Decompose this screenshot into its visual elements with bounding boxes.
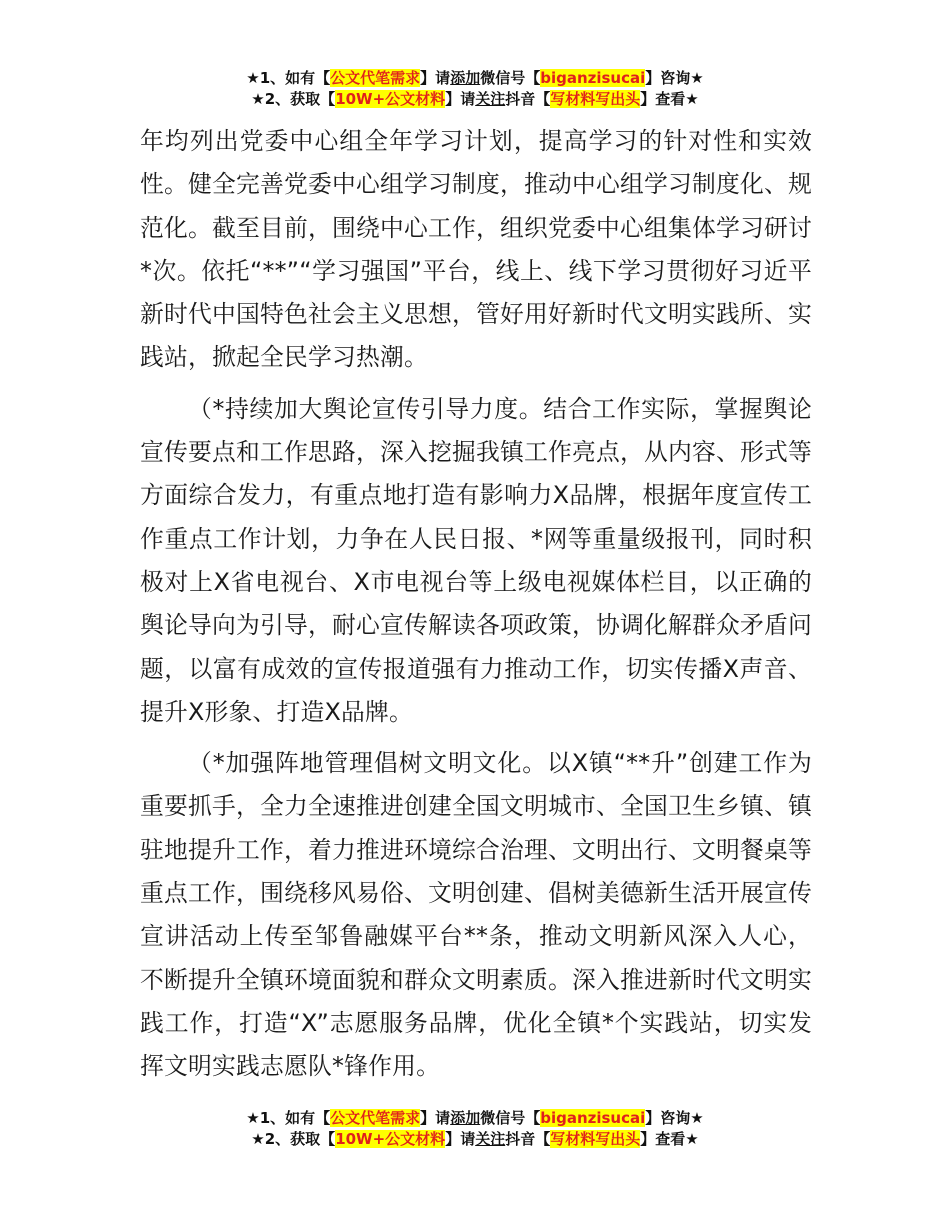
banner-line-2: ★2、获取【10W+公文材料】请关注抖音【写材料写出头】查看★: [251, 1130, 699, 1148]
banner-highlight: 10W+公文材料: [335, 90, 446, 108]
banner-highlight: 公文代笔需求: [330, 1109, 421, 1127]
banner-line-1: ★1、如有【公文代笔需求】请添加微信号【biganzisucai】咨询★: [246, 1109, 704, 1127]
banner-douyin-id: 写材料写出头: [550, 1130, 641, 1148]
footer-banner: [0, 1108, 950, 1150]
banner-wechat-id: biganzisucai: [540, 1109, 646, 1127]
banner-douyin-id: 写材料写出头: [550, 90, 641, 108]
banner-wechat-id: biganzisucai: [540, 69, 646, 87]
banner-highlight: 10W+公文材料: [335, 1130, 446, 1148]
paragraph-1: 年均列出党委中心组全年学习计划，提高学习的针对性和实效性。健全完善党委中心组学习制度，推动中心组学习制度化、规范化。截至目前，围绕中心工作，组织党委中心组集体学习研讨*次。依托“**”“学习强国”平台，线上、线下学习贯彻好习近平新时代中国特色社会主义思想，管好用好新时代文明实践所、实践站，掀起全民学习热潮。: [140, 127, 812, 372]
banner-highlight: 公文代笔需求: [330, 69, 421, 87]
paragraph-3: （*加强阵地管理倡树文明文化。以X镇“**升”创建工作为重要抓手，全力全速推进创建全国文明城市、全国卫生乡镇、镇驻地提升工作，着力推进环境综合治理、文明出行、文明餐桌等重点工作，围绕移风易俗、文明创建、倡树美德新生活开展宣传宣讲活动上传至邹鲁融媒平台**条，推动文明新风深入人心，不断提升全镇环境面貌和群众文明素质。深入推进新时代文明实践工作，打造“X”志愿服务品牌，优化全镇*个实践站，切实发挥文明实践志愿队*锋作用。: [140, 749, 812, 1081]
document-body: [140, 120, 812, 1089]
header-banner: [0, 68, 950, 110]
paragraph-2: （*持续加大舆论宣传引导力度。结合工作实际，掌握舆论宣传要点和工作思路，深入挖掘我镇工作亮点，从内容、形式等方面综合发力，有重点地打造有影响力X品牌，根据年度宣传工作重点工作计划，力争在人民日报、*网等重量级报刊，同时积极对上X省电视台、X市电视台等上级电视媒体栏目，以正确的舆论导向为引导，耐心宣传解读各项政策，协调化解群众矛盾问题，以富有成效的宣传报道强有力推动工作，切实传播X声音、提升X形象、打造X品牌。: [140, 394, 812, 726]
banner-line-2: ★2、获取【10W+公文材料】请关注抖音【写材料写出头】查看★: [251, 90, 699, 108]
banner-line-1: ★1、如有【公文代笔需求】请添加微信号【biganzisucai】咨询★: [246, 69, 704, 87]
